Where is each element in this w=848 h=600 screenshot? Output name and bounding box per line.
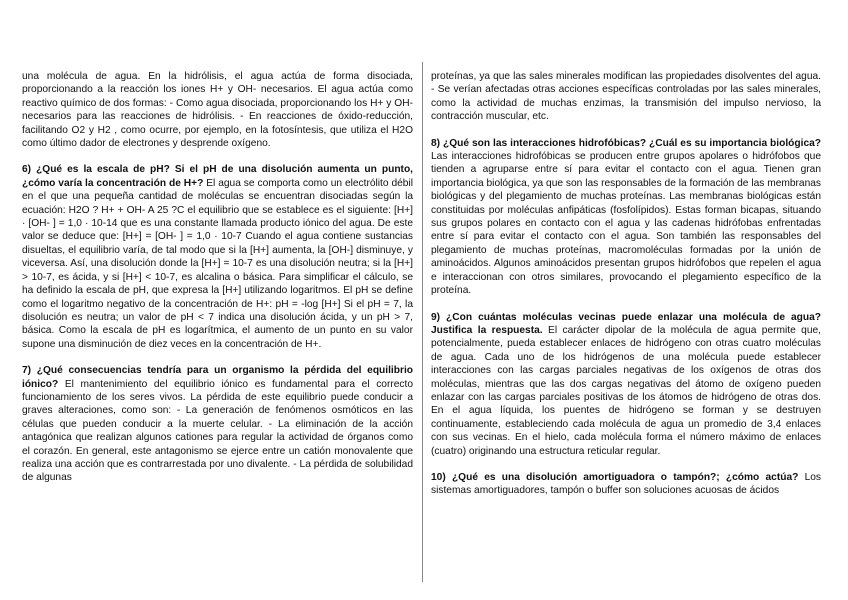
- question-10-title: 10) ¿Qué es una disolución amortiguadora o tampón?; ¿cómo actúa?: [431, 471, 799, 483]
- column-divider: [422, 62, 423, 582]
- left-column: [22, 70, 413, 498]
- question-9-title: 9) ¿Con cuántas moléculas vecinas puede enlazar una molécula de agua? Justifica la respuesta.: [431, 311, 821, 336]
- question-8-title: 8) ¿Qué son las interacciones hidrofóbicas? ¿Cuál es su importancia biológica?: [431, 137, 821, 149]
- question-6: [22, 163, 413, 351]
- question-6-title: 6) ¿Qué es la escala de pH? Si el pH de una disolución aumenta un punto, ¿cómo varía la concentración de H+?: [22, 164, 413, 189]
- question-8: [431, 137, 821, 298]
- question-8-answer: Las interacciones hidrofóbicas se producen entre grupos apolares o hidrófobos que tienden a agruparse entre sí para evitar el contacto con el agua. Tienen gran importancia biológica, ya que son las responsables de la formación de las membranas biológicas y del plegamiento de muchas proteínas. Las membranas biológicas están constituidas por moléculas anfipáticas (fosfolípidos). Estas forman bicapas, situando sus grupos polares en contacto con el agua y las cadenas hidrófobas enfrentadas entre sí para evitar el contacto con el agua. Son también las responsables del plegamiento de muchas proteínas, macromoléculas formadas por la unión de aminoácidos. Algunos aminoácidos presentan grupos hidrófobos que repelen el agua e interaccionan con otros similares, provocando el plegamiento específico de la proteína.: [431, 151, 821, 297]
- question-6-answer: El agua se comporta como un electrólito débil en el que una pequeña cantidad de moléculas se encuentran disociadas según la ecuación: H2O ? H+ + OH- A 25 ?C el equilibrio que se establece es el siguiente: [H+] · [OH- ] = 1,0 · 10-14 que es una constante llamada producto iónico del agua. De este valor se deduce que: [H+] = [OH- ] = 1,0 · 10-7 Cuando el agua contiene sustancias disueltas, el equilibrio varía, de tal modo que si la [H+] aumenta, la [OH-] disminuye, y viceversa. Así, una disolución donde la [H+] = 10-7 es una disolución neutra; si la [H+] > 10-7, es ácida, y si [H+] < 10-7, es alcalina o básica. Para simplificar el cálculo, se ha definido la escala de pH, que expresa la [H+] utilizando logaritmos. El pH se define como el logaritmo negativo de la concentración de H+: pH = -log [H+] Si el pH = 7, la disolución es neutra; un valor de pH < 7 indica una disolución ácida, y un pH > 7, básica. Como la escala de pH es logarítmica, el aumento de un punto en su valor supone una disminución de diez veces en la concentración de H+.: [22, 177, 413, 350]
- question-10: [431, 471, 821, 498]
- question-9-answer: El carácter dipolar de la molécula de agua permite que, potencialmente, pueda establecer enlaces de hidrógeno con otras cuatro moléculas de agua. Cada uno de los hidrógenos de una molécula puede establecer interacciones con las cargas parciales negativas de los oxígenos de otras dos moléculas, mientras que las dos cargas negativas del átomo de oxígeno pueden enlazar con las cargas parciales positivas de los átomos de hidrógeno de otras dos. En el agua líquida, los puentes de hidrógeno se forman y se destruyen continuamente, estableciendo cada molécula de agua un promedio de 3,4 enlaces con sus vecinas. En el hielo, cada molécula forma el número máximo de enlaces (cuatro) originando una estructura reticular regular.: [431, 324, 822, 457]
- intro-paragraph: una molécula de agua. En la hidrólisis, el agua actúa de forma disociada, proporcionando a la reacción los iones H+ y OH- necesarios. El agua actúa como reactivo químico de dos formas: - Como agua disociada, proporcionando los H+ y OH- necesarios para las reacciones de hidrólisis. - En reacciones de óxido-reducción, facilitando O2 y H2 , como ocurre, por ejemplo, en la fotosíntesis, que utiliza el H2O como último dador de electrones y desprende oxígeno.: [22, 71, 413, 150]
- right-column: [431, 70, 821, 511]
- question-10-answer: Los sistemas amortiguadores, tampón o buffer son soluciones acuosas de ácidos: [431, 471, 821, 497]
- continuation-paragraph: proteínas, ya que las sales minerales modifican las propiedades disolventes del agua. - Se verían afectadas otras acciones específicas controladas por las sales minerales, como la actividad de muchas enzimas, la transmisión del impulso nervioso, la contracción muscular, etc.: [431, 71, 821, 123]
- question-7-answer: El mantenimiento del equilibrio iónico es fundamental para el correcto funcionamiento de los seres vivos. La pérdida de este equilibrio puede conducir a graves alteraciones, como son: - La generación de fenómenos osmóticos en las células que pueden conducir a la muerte celular. - La eliminación de la acción antagónica que realizan algunos cationes para regular la actividad de órganos como el corazón. En general, este antagonismo se ejerce entre un catión monovalente que realiza una acción que es contrarrestada por uno divalente. - La pérdida de solubilidad de algunas: [22, 378, 413, 484]
- question-7: [22, 364, 413, 485]
- question-9: [431, 311, 821, 458]
- question-7-title: 7) ¿Qué consecuencias tendría para un organismo la pérdida del equilibrio iónico?: [22, 365, 413, 390]
